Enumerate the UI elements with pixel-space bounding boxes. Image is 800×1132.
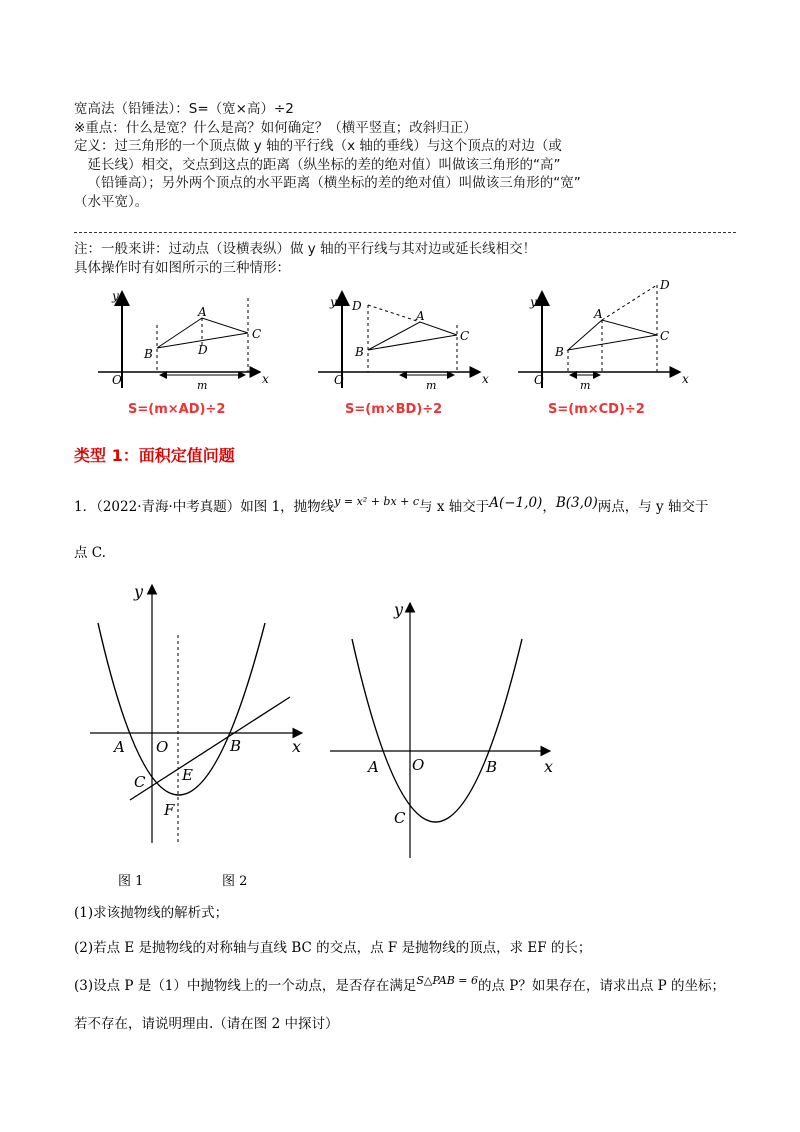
fig1-e-label: E	[182, 766, 193, 784]
formula-case-2: S=(m×BD)÷2	[345, 402, 443, 417]
method-definition-3: （铅锤高）；另外两个顶点的水平距离（横坐标的差的绝对值）叫做该三角形的“宽”	[87, 175, 581, 192]
case3-b-label: B	[555, 345, 564, 359]
fig2-y-label: y	[394, 600, 404, 619]
question-1: (1)求该抛物线的解析式；	[74, 905, 229, 921]
fig1-line-bc	[130, 697, 290, 800]
case1-b-label: B	[144, 347, 153, 361]
figure-2-caption: 图 2	[222, 874, 248, 889]
figure-2	[330, 600, 553, 858]
fig2-b-label: B	[486, 758, 498, 776]
fig1-y-label: y	[134, 582, 144, 601]
section-heading: 类型 1：面积定值问题	[74, 446, 235, 465]
note-line-2: 具体操作时有如图所示的三种情形：	[74, 259, 290, 276]
case1-d-label: D	[198, 343, 208, 357]
method-key-point: ※重点：什么是宽？什么是高？如何确定？（横平竖直；改斜归正）	[74, 119, 477, 136]
point-a-coord: A(−1,0)	[489, 495, 543, 511]
fig1-origin-label: O	[156, 738, 169, 756]
case-2-diagram	[318, 292, 489, 392]
case2-a-label: A	[416, 309, 425, 323]
fig2-parabola	[352, 639, 522, 822]
question-3	[74, 976, 725, 997]
case2-m-label: m	[426, 379, 437, 392]
method-definition-2: 延长线）相交，交点到这点的距离（纵坐标的差的绝对值）叫做该三角形的“高”	[87, 156, 561, 173]
note-line-1: 注：一般来讲：过动点（设横表纵）做 y 轴的平行线与其对边或延长线相交！	[74, 241, 537, 257]
case1-a-label: A	[198, 305, 207, 319]
figure-1	[90, 582, 302, 845]
fig1-f-label: F	[164, 801, 175, 819]
case3-x-label: x	[682, 372, 689, 386]
case3-y-label: y	[530, 295, 537, 309]
three-cases-diagram	[90, 280, 730, 400]
question-3-b: 的点 P？如果存在，请求出点 P 的坐标；	[478, 978, 726, 994]
fig1-a-label: A	[114, 738, 125, 756]
fig2-c-label: C	[394, 809, 406, 827]
case2-d-label: D	[352, 299, 362, 313]
case2-b-label: B	[355, 345, 364, 359]
figures-1-2	[90, 575, 570, 865]
method-title: 宽高法（铅锤法）：S=（宽×高）÷2	[74, 101, 294, 117]
parabola-equation: y = x² + bx + c	[334, 495, 420, 508]
fig2-origin-label: O	[412, 756, 425, 774]
point-b-coord: B(3,0)	[555, 495, 598, 511]
fig2-a-label: A	[368, 758, 379, 776]
divider-dashed	[74, 232, 736, 233]
problem-intro	[74, 497, 708, 518]
case-3-diagram	[518, 280, 689, 392]
area-condition: S△PAB = 6	[416, 974, 479, 987]
problem-intro-a: 1．（2022·青海·中考真题）如图 1，抛物线	[74, 499, 335, 515]
formula-case-1: S=(m×AD)÷2	[128, 402, 226, 417]
case1-origin-label: O	[112, 373, 122, 387]
fig1-c-label: C	[134, 773, 146, 791]
case3-origin-label: O	[534, 373, 544, 387]
problem-line-2: 点 C.	[74, 545, 106, 561]
case-1-diagram	[98, 289, 269, 392]
fig1-b-label: B	[230, 737, 242, 755]
question-3-continued: 若不存在，请说明理由.（请在图 2 中探讨）	[74, 1016, 339, 1032]
question-2: (2)若点 E 是抛物线的对称轴与直线 BC 的交点，点 F 是抛物线的顶点，求 EF 的长；	[74, 940, 592, 956]
case2-c-label: C	[460, 329, 470, 343]
problem-intro-c: 两点，与 y 轴交于	[597, 499, 709, 515]
case1-y-label: y	[112, 289, 119, 303]
method-definition-1: 定义：过三角形的一个顶点做 y 轴的平行线（x 轴的垂线）与这个顶点的对边（或	[74, 138, 562, 155]
figure-1-caption: 图 1	[118, 874, 144, 889]
problem-comma: ，	[542, 499, 556, 515]
case3-m-label: m	[580, 379, 591, 392]
case1-c-label: C	[252, 327, 262, 341]
fig2-x-label: x	[544, 757, 554, 776]
case2-y-label: y	[330, 295, 337, 309]
case1-x-label: x	[262, 372, 269, 386]
note-box	[74, 240, 730, 277]
case2-origin-label: O	[334, 373, 344, 387]
formula-case-3: S=(m×CD)÷2	[548, 402, 645, 417]
case3-c-label: C	[660, 329, 670, 343]
case1-m-label: m	[197, 379, 208, 392]
case3-a-label: A	[594, 307, 603, 321]
case2-x-label: x	[482, 372, 489, 386]
case3-d-label: D	[660, 280, 670, 292]
fig1-x-label: x	[292, 737, 302, 756]
method-box	[74, 100, 730, 212]
question-3-a: (3)设点 P 是（1）中抛物线上的一个动点，是否存在满足	[74, 978, 417, 994]
problem-intro-b: 与 x 轴交于	[419, 499, 490, 515]
method-definition-4: （水平宽）。	[74, 193, 149, 210]
